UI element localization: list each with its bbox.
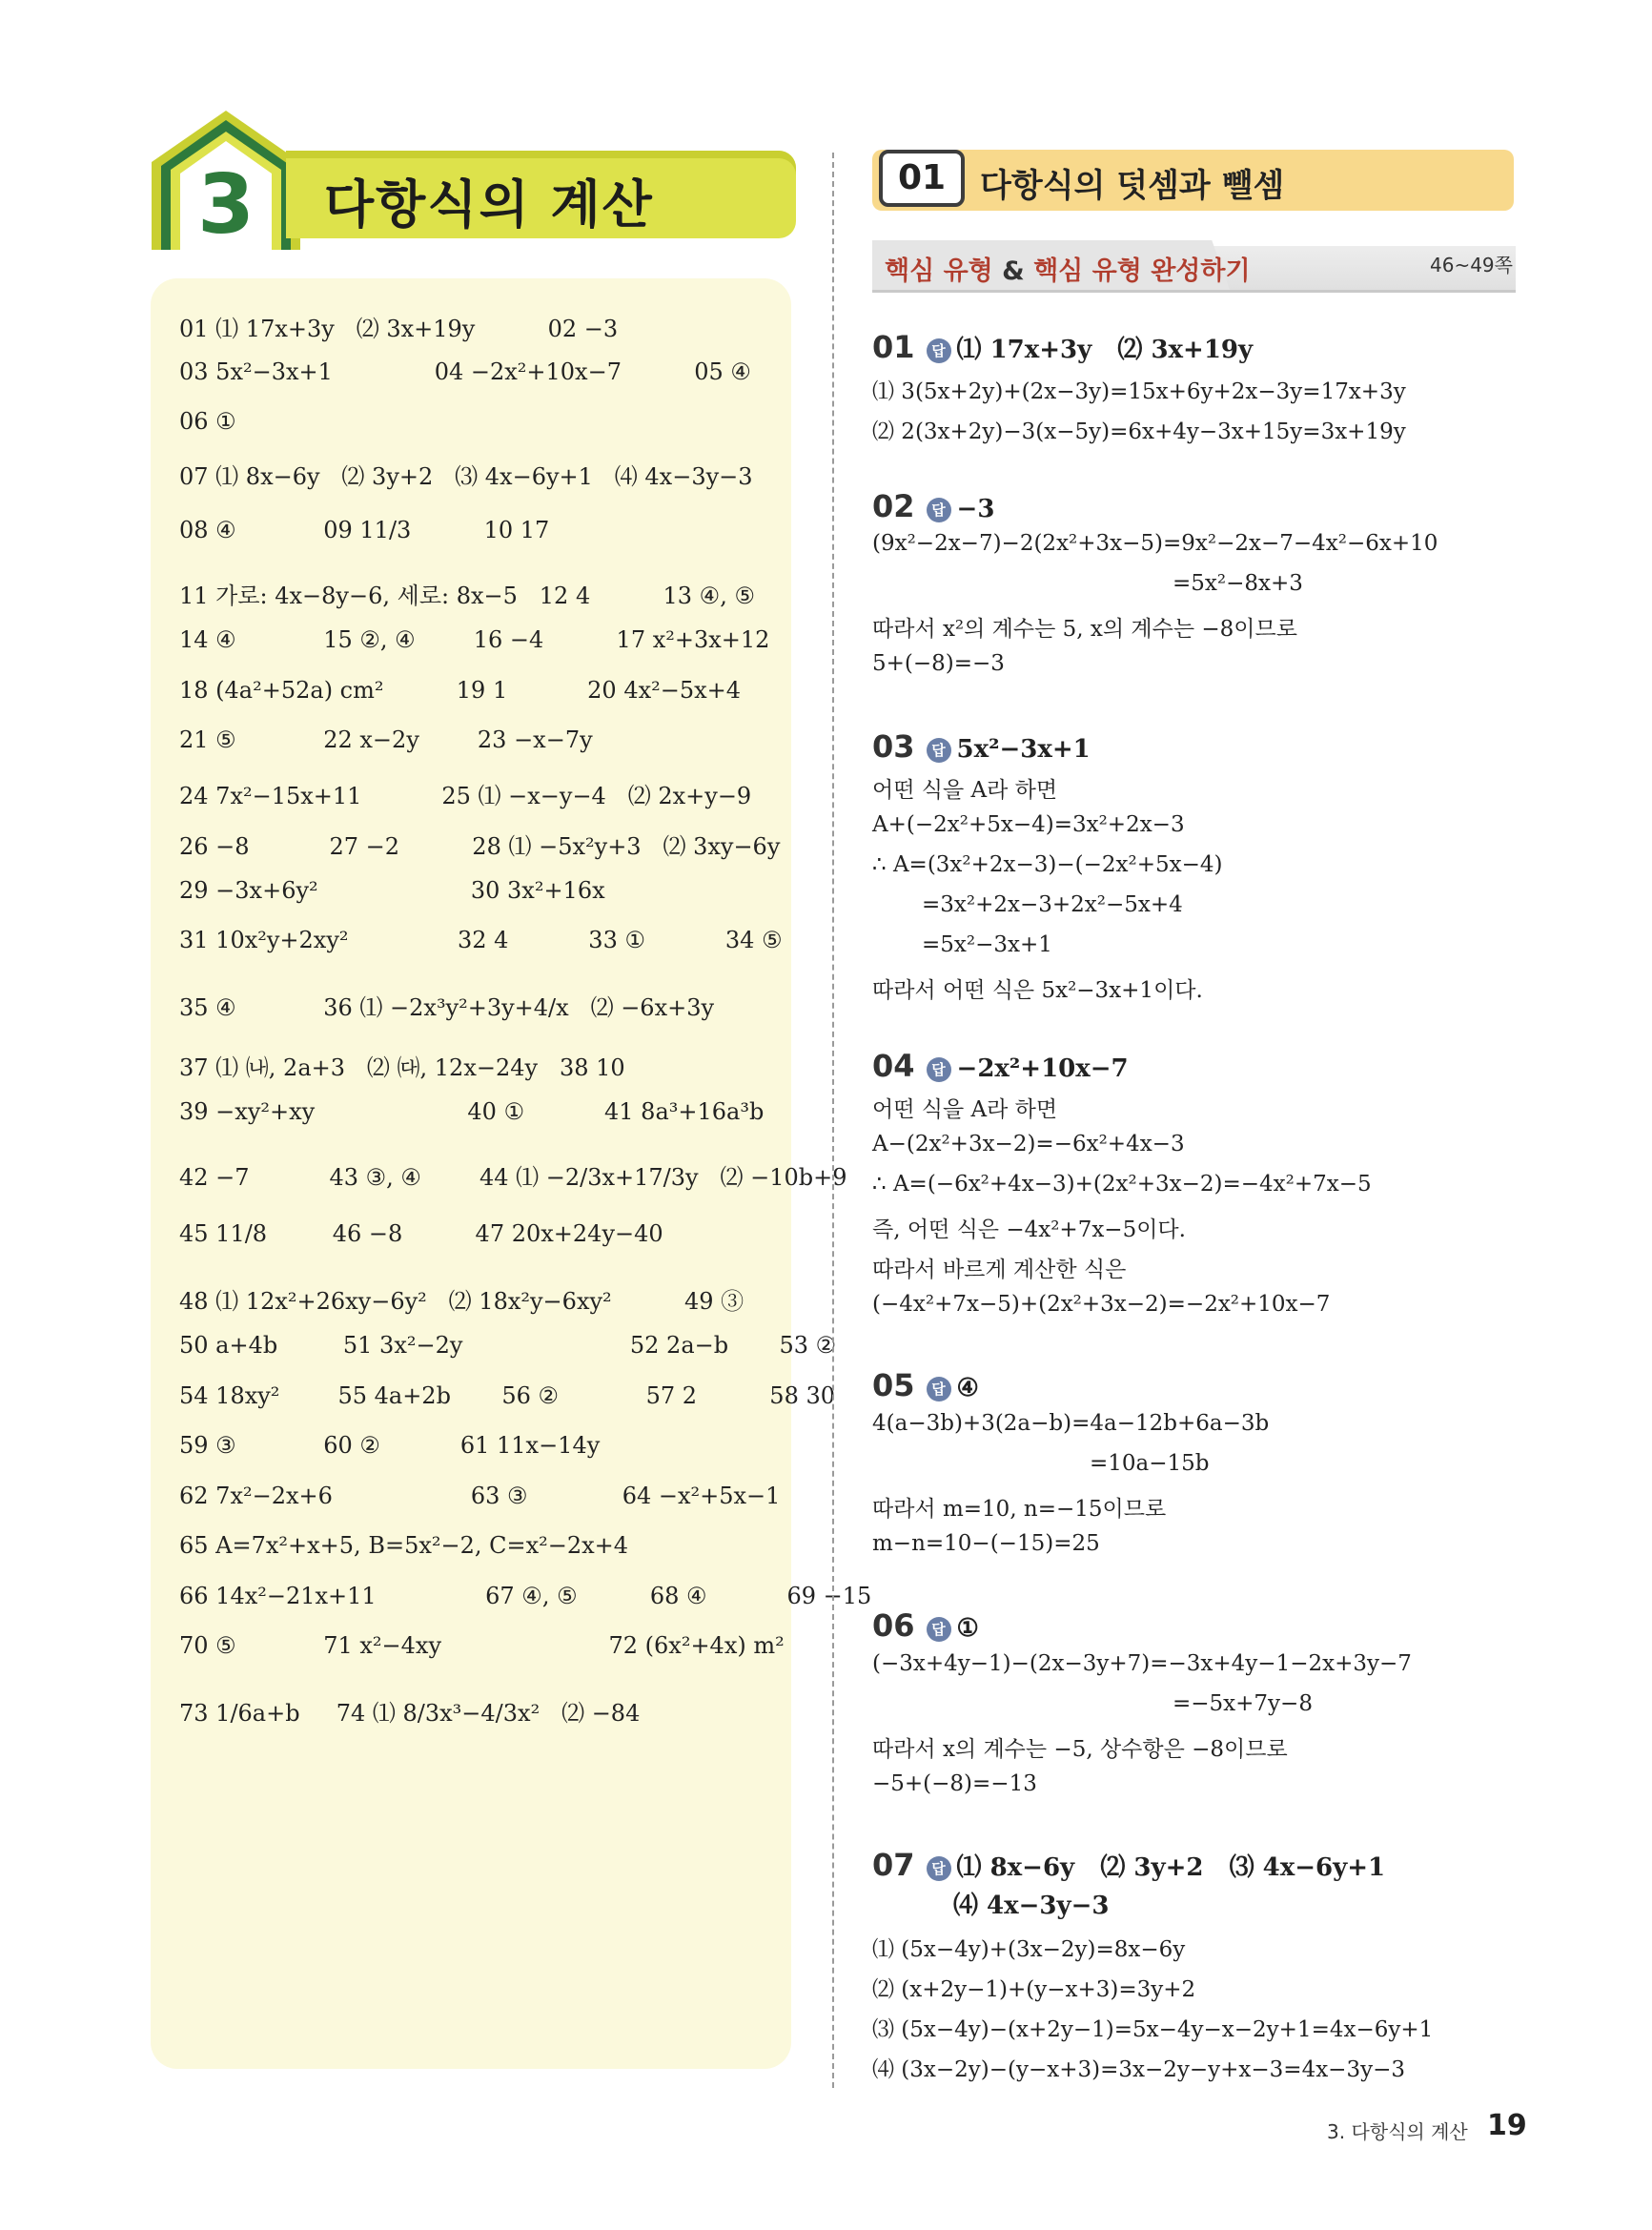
solution-line: ⑶ (5x−4y)−(x+2y−1)=5x−4y−x−2y+1=4x−6y+1 (872, 2017, 1434, 2042)
solution-line: ⑴ 3(5x+2y)+(2x−3y)=15x+6y+2x−3y=17x+3y (872, 379, 1406, 404)
solution-line: =3x²+2x−3+2x²−5x+4 (922, 892, 1183, 917)
answer-line: 66 14x²−21x+11 67 ④, ⑤ 68 ④ 69 −15 (179, 1583, 872, 1609)
answer-line: 08 ④ 09 11/3 10 17 (179, 517, 550, 543)
solution-line: 따라서 x²의 계수는 5, x의 계수는 −8이므로 (872, 617, 1297, 642)
solution-number: 02 (872, 488, 915, 524)
answer-badge-icon: 답 (927, 1377, 951, 1401)
solution-line: 즉, 어떤 식은 −4x²+7x−5이다. (872, 1217, 1186, 1242)
answer-line: 62 7x²−2x+6 63 ③ 64 −x²+5x−1 (179, 1483, 781, 1509)
answer-line: 35 ④ 36 ⑴ −2x³y²+3y+4/x ⑵ −6x+3y (179, 994, 715, 1021)
answer-line: 18 (4a²+52a) cm² 19 1 20 4x²−5x+4 (179, 677, 742, 704)
solution-number: 05 (872, 1367, 915, 1403)
solution-answer: 5x²−3x+1 (956, 735, 1091, 764)
answer-badge-icon: 답 (927, 1617, 951, 1642)
solution-number: 07 (872, 1847, 915, 1883)
subheading-amp: & (1002, 256, 1025, 286)
answer-badge-icon: 답 (927, 1856, 951, 1881)
solution-line: =10a−15b (1090, 1451, 1210, 1476)
answer-badge-icon: 답 (927, 338, 951, 363)
solution-line: ⑵ 2(3x+2y)−3(x−5y)=6x+4y−3x+15y=3x+19y (872, 419, 1406, 444)
answer-line: 37 ⑴ ㈏, 2a+3 ⑵ ㈐, 12x−24y 38 10 (179, 1054, 625, 1081)
answer-line: 48 ⑴ 12x²+26xy−6y² ⑵ 18x²y−6xy² 49 ③ (179, 1288, 744, 1315)
answer-line: 11 가로: 4x−8y−6, 세로: 8x−5 12 4 13 ④, ⑤ (179, 583, 755, 609)
column-divider (832, 153, 834, 2088)
chapter-title: 다항식의 계산 (324, 174, 654, 235)
solution-line: =5x²−8x+3 (1173, 571, 1303, 596)
solution-heading (872, 1048, 1129, 1084)
answer-line: 24 7x²−15x+11 25 ⑴ −x−y−4 ⑵ 2x+y−9 (179, 783, 752, 809)
solution-number: 04 (872, 1048, 915, 1084)
solution-heading (872, 1607, 979, 1644)
chapter-number: 3 (197, 157, 255, 250)
answer-line: 07 ⑴ 8x−6y ⑵ 3y+2 ⑶ 4x−6y+1 ⑷ 4x−3y−3 (179, 463, 753, 490)
solution-line: 따라서 어떤 식은 5x²−3x+1이다. (872, 978, 1203, 1003)
solution-heading (872, 329, 1253, 365)
solution-line: 어떤 식을 A라 하면 (872, 778, 1058, 803)
answer-line: 21 ⑤ 22 x−2y 23 −x−7y (179, 726, 593, 753)
answer-line: 70 ⑤ 71 x²−4xy 72 (6x²+4x) m² (179, 1632, 785, 1659)
solution-line: (−3x+4y−1)−(2x−3y+7)=−3x+4y−1−2x+3y−7 (872, 1651, 1412, 1676)
answer-badge-icon: 답 (927, 1057, 951, 1082)
solution-answer: −3 (956, 495, 995, 523)
answer-line: 31 10x²y+2xy² 32 4 33 ① 34 ⑤ (179, 927, 783, 953)
solution-line: m−n=10−(−15)=25 (872, 1531, 1100, 1556)
answer-line: 54 18xy² 55 4a+2b 56 ② 57 2 58 30 (179, 1382, 836, 1409)
answer-line: 73 1/6a+b 74 ⑴ 8/3x³−4/3x² ⑵ −84 (179, 1700, 641, 1727)
solution-line: ⑵ (x+2y−1)+(y−x+3)=3y+2 (872, 1977, 1196, 2002)
solution-line: A−(2x²+3x−2)=−6x²+4x−3 (872, 1132, 1185, 1156)
solution-answer-continued: ⑷ 4x−3y−3 (953, 1892, 1110, 1920)
solution-line: 어떤 식을 A라 하면 (872, 1097, 1058, 1122)
solution-line: 따라서 바르게 계산한 식은 (872, 1258, 1127, 1282)
solution-line: ⑷ (3x−2y)−(y−x+3)=3x−2y−y+x−3=4x−3y−3 (872, 2057, 1405, 2082)
solution-line: ∴ A=(3x²+2x−3)−(−2x²+5x−4) (872, 852, 1223, 877)
solution-line: 4(a−3b)+3(2a−b)=4a−12b+6a−3b (872, 1411, 1270, 1436)
answer-line: 06 ① (179, 408, 236, 435)
solution-answer: ⑴ 8x−6y ⑵ 3y+2 ⑶ 4x−6y+1 (956, 1853, 1386, 1882)
solution-line: ∴ A=(−6x²+4x−3)+(2x²+3x−2)=−4x²+7x−5 (872, 1172, 1372, 1197)
answer-line: 01 ⑴ 17x+3y ⑵ 3x+19y 02 −3 (179, 316, 619, 342)
answer-line: 59 ③ 60 ② 61 11x−14y (179, 1432, 601, 1459)
subheading-label (885, 250, 1251, 287)
section-number: 01 (879, 150, 965, 207)
solution-heading (872, 728, 1091, 765)
solution-answer: ⑴ 17x+3y ⑵ 3x+19y (956, 336, 1254, 364)
solution-answer: ① (956, 1614, 979, 1643)
solution-line: =−5x+7y−8 (1173, 1691, 1313, 1716)
solution-line: (9x²−2x−7)−2(2x²+3x−5)=9x²−2x−7−4x²−6x+10 (872, 531, 1438, 556)
section-title: 다항식의 덧셈과 뺄셈 (980, 167, 1285, 205)
subheading-a: 핵심 유형 (885, 256, 993, 286)
solution-number: 06 (872, 1607, 915, 1644)
subheading-b: 핵심 유형 완성하기 (1033, 256, 1251, 286)
solution-number: 03 (872, 728, 915, 765)
solution-heading (872, 488, 994, 524)
answer-line: 29 −3x+6y² 30 3x²+16x (179, 877, 605, 904)
answer-line: 39 −xy²+xy 40 ① 41 8a³+16a³b (179, 1098, 765, 1125)
answer-line: 26 −8 27 −2 28 ⑴ −5x²y+3 ⑵ 3xy−6y (179, 833, 781, 860)
answer-line: 65 A=7x²+x+5, B=5x²−2, C=x²−2x+4 (179, 1532, 629, 1559)
solution-answer: −2x²+10x−7 (956, 1054, 1129, 1083)
chapter-badge (148, 107, 305, 250)
solution-line: (−4x²+7x−5)+(2x²+3x−2)=−2x²+10x−7 (872, 1292, 1331, 1317)
solution-line: 따라서 x의 계수는 −5, 상수항은 −8이므로 (872, 1737, 1288, 1762)
solution-line: 따라서 m=10, n=−15이므로 (872, 1497, 1167, 1522)
solution-heading (872, 1847, 1385, 1883)
answer-badge-icon: 답 (927, 498, 951, 522)
solution-number: 01 (872, 329, 915, 365)
answer-badge-icon: 답 (927, 738, 951, 763)
solution-line: =5x²−3x+1 (922, 932, 1052, 957)
footer-chapter: 3. 다항식의 계산 (1327, 2120, 1468, 2143)
solution-line: −5+(−8)=−13 (872, 1771, 1037, 1796)
answer-line: 14 ④ 15 ②, ④ 16 −4 17 x²+3x+12 (179, 626, 770, 653)
solution-heading (872, 1367, 979, 1403)
page-range: 46~49쪽 (1430, 254, 1513, 276)
solution-line: A+(−2x²+5x−4)=3x²+2x−3 (872, 812, 1185, 837)
answer-line: 42 −7 43 ③, ④ 44 ⑴ −2/3x+17/3y ⑵ −10b+9 (179, 1164, 847, 1191)
answer-line: 03 5x²−3x+1 04 −2x²+10x−7 05 ④ (179, 358, 751, 385)
solution-answer: ④ (956, 1374, 979, 1402)
solution-line: 5+(−8)=−3 (872, 651, 1005, 676)
solution-line: ⑴ (5x−4y)+(3x−2y)=8x−6y (872, 1937, 1186, 1962)
page-number: 19 (1487, 2109, 1527, 2142)
answer-line: 45 11/8 46 −8 47 20x+24y−40 (179, 1220, 663, 1247)
answer-line: 50 a+4b 51 3x²−2y 52 2a−b 53 ② (179, 1332, 837, 1359)
